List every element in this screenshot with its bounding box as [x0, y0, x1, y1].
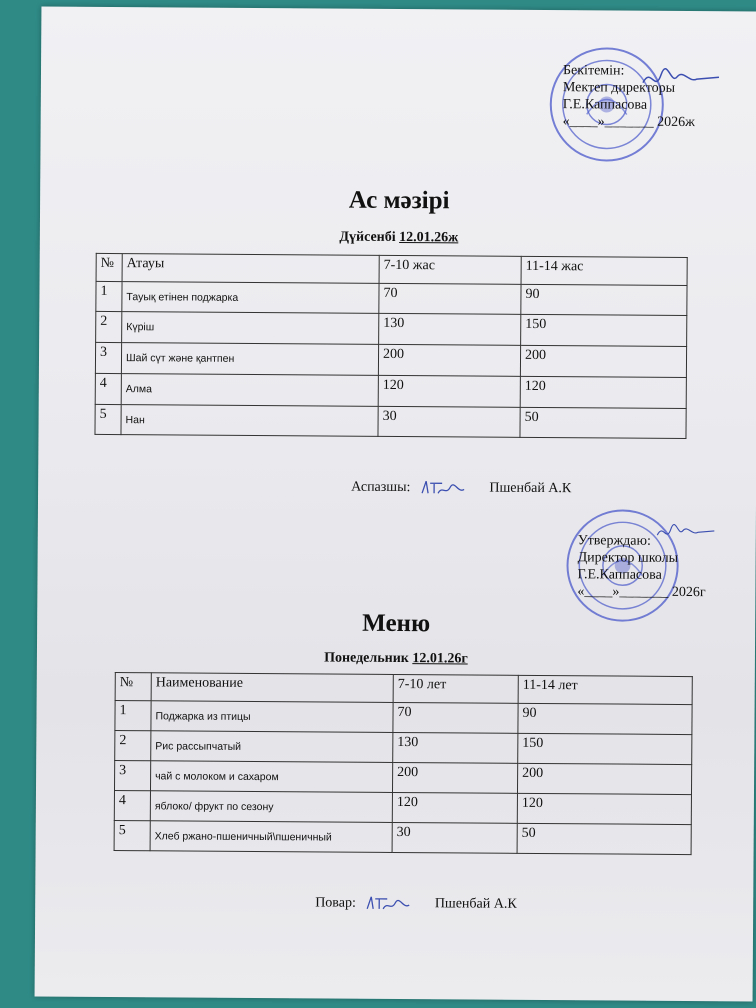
row-number: 4: [95, 373, 121, 404]
portion-11-14: 120: [517, 793, 691, 824]
approval-line: Бекітемін:: [562, 63, 625, 79]
approval-date-line: «____»_______ 2026ж: [562, 114, 695, 131]
column-header: 11-14 лет: [518, 675, 692, 704]
row-number: 3: [114, 761, 150, 791]
dish-name: чай с молоком и сахаром: [150, 761, 392, 793]
portion-11-14: 200: [517, 763, 691, 794]
approval-line: Г.Е.Каппасова: [577, 567, 662, 583]
page-title-ru: Меню: [362, 609, 431, 638]
portion-7-10: 130: [393, 732, 518, 763]
portion-7-10: 70: [393, 702, 518, 733]
row-number: 1: [115, 701, 151, 731]
dish-name: Рис рассыпчатый: [151, 731, 393, 763]
column-header: №: [115, 673, 151, 701]
portion-11-14: 50: [517, 823, 691, 854]
row-number: 2: [96, 311, 122, 342]
table-row: [115, 701, 692, 735]
cook-name: Пшенбай А.К: [489, 480, 572, 497]
row-number: 2: [115, 731, 151, 761]
portion-11-14: 200: [520, 345, 686, 377]
dish-name: Алма: [121, 374, 378, 407]
dish-name: яблоко/ фрукт по сезону: [150, 791, 392, 823]
approval-block-kz: [563, 62, 696, 131]
portion-7-10: 70: [379, 283, 521, 314]
menu-table-kz: [94, 253, 687, 439]
menu-date-kz: Дүйсенбі 12.01.26ж: [339, 229, 459, 246]
approval-date-line: «____»_______ 2026г: [577, 584, 706, 601]
portion-11-14: 120: [520, 376, 686, 408]
column-header: 11-14 жас: [521, 256, 687, 285]
cook-signature-ru: [315, 894, 523, 913]
row-number: 4: [114, 791, 150, 821]
row-number: 1: [96, 281, 122, 311]
cook-label: Повар:: [315, 895, 356, 911]
portion-7-10: 120: [392, 792, 517, 823]
column-header: Наименование: [151, 673, 393, 703]
column-header: №: [96, 253, 122, 281]
table-row: [115, 731, 692, 765]
menu-sheet: [35, 7, 756, 1002]
cook-label: Аспазшы:: [351, 479, 411, 496]
cook-signature-icon: [420, 479, 466, 497]
portion-7-10: 200: [392, 762, 517, 793]
portion-11-14: 50: [520, 407, 686, 438]
column-header: Атауы: [122, 254, 379, 284]
cook-signature-kz: [351, 479, 577, 499]
page-title-kz: Ас мәзірі: [348, 186, 450, 215]
dish-name: Хлеб ржано-пшеничный\пшеничный: [150, 821, 392, 853]
approval-line: Директор школы: [577, 550, 679, 566]
dish-name: Нан: [121, 405, 378, 437]
table-row: [114, 821, 691, 855]
table-row: [114, 761, 691, 795]
cook-name: Пшенбай А.К: [434, 896, 517, 913]
menu-table-ru: [114, 672, 693, 855]
row-number: 3: [95, 342, 121, 373]
table-row: [95, 373, 686, 408]
cook-signature-icon: [365, 895, 411, 913]
dish-name: Күріш: [122, 312, 379, 345]
approval-line: Г.Е.Каппасова: [562, 97, 648, 113]
menu-date-ru: Понедельник 12.01.26г: [324, 650, 468, 667]
table-row: [95, 342, 686, 377]
portion-7-10: 30: [378, 406, 520, 437]
dish-name: Тауық етінен поджарка: [122, 282, 379, 314]
portion-7-10: 200: [378, 344, 520, 376]
portion-11-14: 150: [518, 733, 692, 764]
portion-11-14: 90: [518, 703, 692, 734]
column-header: 7-10 жас: [379, 255, 521, 284]
column-header: 7-10 лет: [393, 674, 518, 703]
portion-7-10: 30: [392, 822, 517, 853]
table-row: [95, 404, 686, 438]
approval-line: Мектеп директоры: [562, 80, 676, 96]
table-row: [114, 791, 691, 825]
dish-name: Поджарка из птицы: [151, 701, 393, 733]
row-number: 5: [114, 821, 150, 851]
table-row: [96, 281, 687, 315]
approval-line: Утверждаю:: [577, 533, 651, 549]
dish-name: Шай сүт және қантпен: [121, 343, 378, 376]
portion-11-14: 150: [521, 314, 687, 346]
portion-7-10: 130: [379, 313, 521, 345]
row-number: 5: [95, 404, 121, 434]
approval-block-ru: [577, 532, 706, 601]
portion-7-10: 120: [378, 375, 520, 407]
portion-11-14: 90: [521, 284, 687, 315]
table-row: [96, 311, 687, 346]
